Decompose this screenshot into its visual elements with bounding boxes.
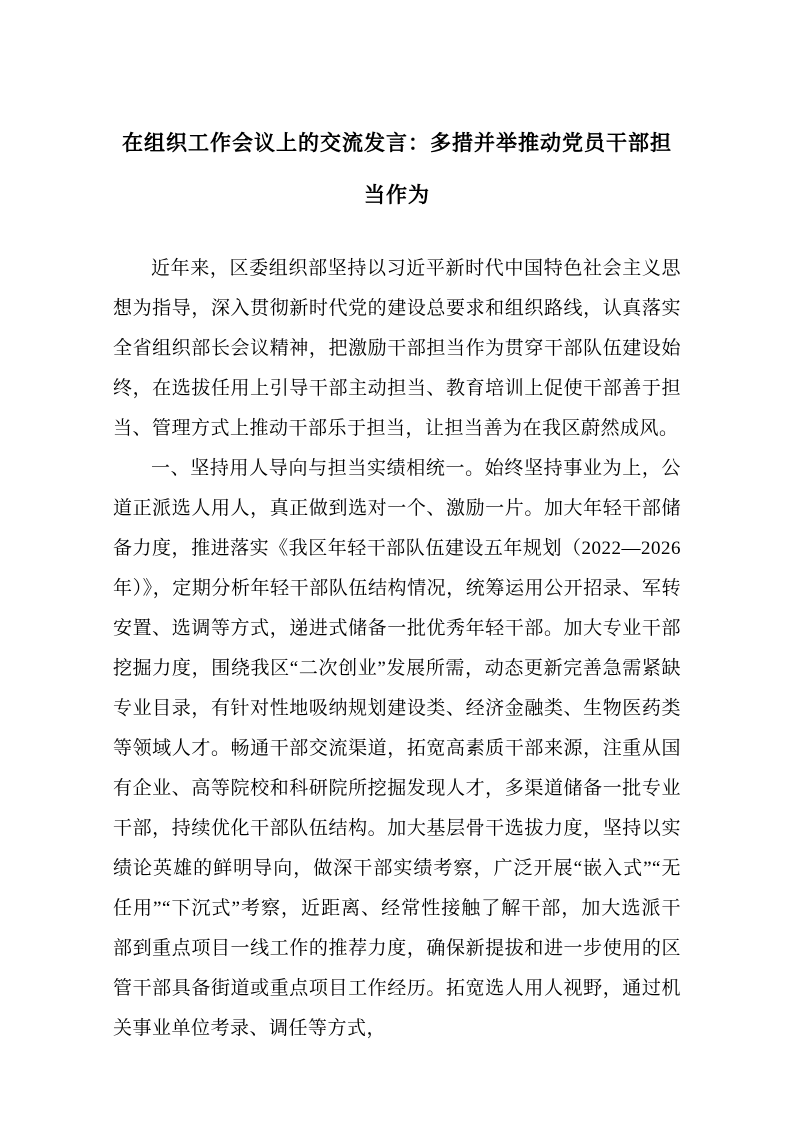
paragraph-section-1: 一、坚持用人导向与担当实绩相统一。始终坚持事业为上，公道正派选人用人，真正做到选对一个、激励一片。加大年轻干部储备力度，推进落实《我区年轻干部队伍建设五年规划（2022—2026 年）》，定期分析年轻干部队伍结构情况，统筹运用公开招录、军转安置、选调等方式，递进式储备一批优秀年轻干部。加大专业干部挖掘力度，围绕我区“二次创业”发展所需，动态更新完善急需紧缺专业目录，有针对性地吸纳规划建设类、经济金融类、生物医药类等领域人才。畅通干部交流渠道，拓宽高素质干部来源，注重从国有企业、高等院校和科研院所挖掘发现人才，多渠道储备一批专业干部，持续优化干部队伍结构。加大基层骨干选拔力度，坚持以实绩论英雄的鲜明导向，做深干部实绩考察，广泛开展“嵌入式”“无任用”“下沉式”考察，近距离、经常性接触了解干部，加大选派干部到重点项目一线工作的推荐力度，确保新提拔和进一步使用的区管干部具备街道或重点项目工作经历。拓宽选人用人视野，通过机关事业单位考录、调任等方式， xyxy=(113,458,681,1039)
paragraph-intro: 近年来，区委组织部坚持以习近平新时代中国特色社会主义思想为指导，深入贯彻新时代党的建设总要求和组织路线，认真落实全省组织部长会议精神，把激励干部担当作为贯穿干部队伍建设始终，在选拔任用上引导干部主动担当、教育培训上促使干部善于担当、管理方式上推动干部乐于担当，让担当善为在我区蔚然成风。 xyxy=(113,258,681,439)
document-body xyxy=(113,249,681,1049)
document-title: 在组织工作会议上的交流发言：多措并举推动党员干部担当作为 xyxy=(122,131,672,207)
